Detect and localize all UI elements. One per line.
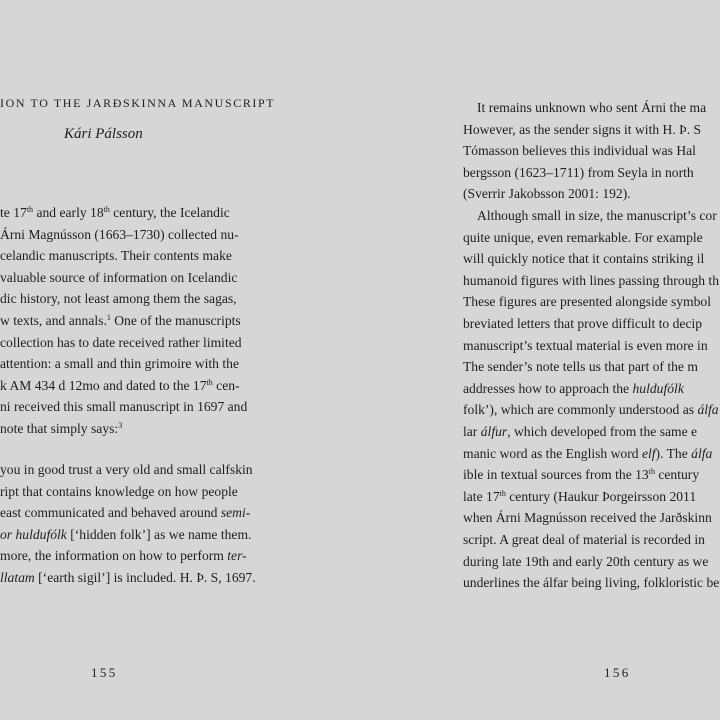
text-line: The sender’s note tells us that part of the m xyxy=(463,359,698,375)
text-line: dic history, not least among them the sagas, xyxy=(0,291,237,307)
running-head: ION TO THE JARÐSKINNA MANUSCRIPT xyxy=(0,96,276,110)
text-line: llatam [‘earth sigil’] is included. H. Þ. S, 1697. xyxy=(0,569,256,585)
page-number-left: 155 xyxy=(91,665,118,680)
text-line: w texts, and annals.$^1$ One of the manuscripts xyxy=(0,313,241,328)
text-line: manic word as the English word elf). The álfa xyxy=(463,445,713,461)
text-line: However, as the sender signs it with H. Þ. S xyxy=(463,121,702,137)
author-name: Kári Pálsson xyxy=(64,126,143,142)
text-line: when Árni Magnússon received the Jarðskinn xyxy=(463,510,712,526)
text-line: script. A great deal of material is recorded in xyxy=(463,532,705,547)
text-line: will quickly notice that it contains striking il xyxy=(463,251,705,267)
text-line: (Sverrir Jakobsson 2001: 192). xyxy=(463,186,631,202)
text-line: te 17th and early 18th century, the Icelandic xyxy=(0,205,230,220)
text-line: lar álfur, which developed from the same e xyxy=(463,424,698,439)
text-line: These figures are presented alongside symbol xyxy=(463,294,712,310)
page-number-right: 156 xyxy=(604,665,631,680)
text-line: Although small in size, the manuscript’s cor xyxy=(477,208,717,223)
text-line: manuscript’s textual material is even more in xyxy=(463,337,708,353)
text-line: attention: a small and thin grimoire with the xyxy=(0,356,239,372)
text-line: addresses how to approach the huldufólk xyxy=(463,380,684,396)
text-line: valuable source of information on Icelandic xyxy=(0,269,238,285)
text-line: more, the information on how to perform ter- xyxy=(0,548,247,563)
text-line: ible in textual sources from the 13th century xyxy=(463,467,700,483)
text-line: underlines the álfar being living, folkloristic be xyxy=(463,575,720,591)
text-line: It remains unknown who sent Árni the ma xyxy=(477,100,707,115)
right-page xyxy=(360,0,720,720)
text-line: collection has to date received rather limited xyxy=(0,334,242,350)
text-line: k AM 434 d 12mo and dated to the 17th cen- xyxy=(0,377,240,393)
text-line: Árni Magnússon (1663–1730) collected nu- xyxy=(0,226,239,242)
text-line: folk’), which are commonly understood as álfa xyxy=(463,402,719,418)
text-line: quite unique, even remarkable. For example xyxy=(463,229,703,245)
text-line: bergsson (1623–1711) from Seyla in north xyxy=(463,164,694,180)
text-line: or huldufólk [‘hidden folk’] as we name them. xyxy=(0,526,252,542)
text-line: east communicated and behaved around semi- xyxy=(0,505,251,520)
text-line: you in good trust a very old and small calfskin xyxy=(0,462,253,477)
text-line: Tómasson believes this individual was Hal xyxy=(463,143,696,159)
text-line: during late 19th and early 20th century as we xyxy=(463,553,709,569)
text-line: humanoid figures with lines passing through th xyxy=(463,272,719,288)
text-line: breviated letters that prove difficult to decip xyxy=(463,316,703,331)
text-line: late 17th century (Haukur Þorgeirsson 2011 xyxy=(463,488,697,504)
text-line: celandic manuscripts. Their contents make xyxy=(0,248,232,264)
text-line: ni received this small manuscript in 1697 and xyxy=(0,399,248,415)
text-line: note that simply says:$^3$ xyxy=(0,421,123,436)
text-line: ript that contains knowledge on how people xyxy=(0,483,238,499)
